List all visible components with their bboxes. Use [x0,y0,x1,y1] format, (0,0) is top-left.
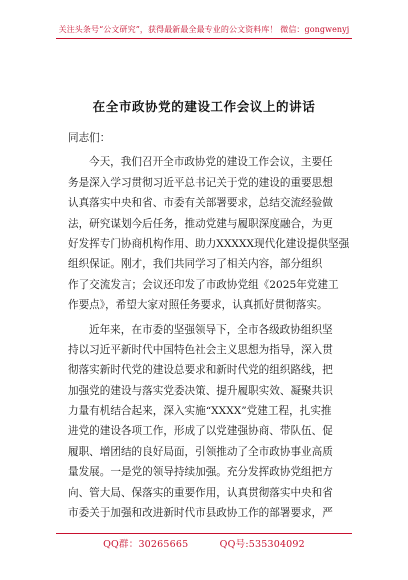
body-line: 彻落实新时代党的建设总要求和新时代党的组织路线，把 [68,364,333,377]
body-line: 组织保证。刚才，我们共同学习了相关内容，部分组织 [68,258,323,271]
body-line: 法，研究谋划今后任务，推动党建与履职深度融合，为更 [68,217,333,230]
body-line: 近年来，在市委的坚强领导下，全市各级政协组织坚 [89,323,333,336]
body-line: 履职、增团结的良好局面，引领推动了全市政协事业高质 [68,445,333,458]
salutation: 同志们： [68,132,111,144]
header-promo-text: 关注头条号“公文研究”，获得最新最全最专业的公文资料库！ 微信：gongwenyj [58,25,350,34]
body-line: 作了交流发言；会议还印发了市政协党组《2025年党建工 [68,278,339,291]
body-line: 今天，我们召开全市政协党的建设工作会议，主要任 [89,156,333,169]
body-line: 务是深入学习贯彻习近平总书记关于党的建设的重要思想 [68,176,333,189]
body-line: 进党的建设各项工作，形成了以党建强协商、带队伍、促 [68,425,333,438]
body-line: 认真落实中央和省、市委有关部署要求，总结交流经验做 [68,197,333,210]
footer-contact [0,536,408,550]
footer-divider [56,533,352,534]
document-body [68,128,350,523]
header-divider [56,38,352,39]
body-line: 作要点》，希望大家对照任务要求，认真抓好贯彻落实。 [68,299,328,312]
body-line: 加强党的建设与落实党委决策、提升履职实效、凝聚共识 [68,384,333,397]
body-line: 力量有机结合起来，深入实施“XXXX”党建工程，扎实推 [68,405,332,418]
body-line: 好发挥专门协商机构作用、助力XXXXX现代化建设提供坚强 [68,237,350,250]
body-line: 量发展。一是党的领导持续加强。充分发挥政协党组把方 [68,466,333,479]
footer-qq-number: QQ号:535304092 [219,539,305,550]
body-line: 持以习近平新时代中国特色社会主义思想为指导，深入贯 [68,343,333,356]
body-line: 市委关于加强和改进新时代市县政协工作的部署要求，严 [68,507,333,520]
footer-qq-group: QQ群：30265665 [103,539,189,550]
body-line: 向、管大局、保落实的重要作用，认真贯彻落实中央和省 [68,486,333,499]
document-title: 在全市政协党的建设工作会议上的讲话 [92,99,316,114]
